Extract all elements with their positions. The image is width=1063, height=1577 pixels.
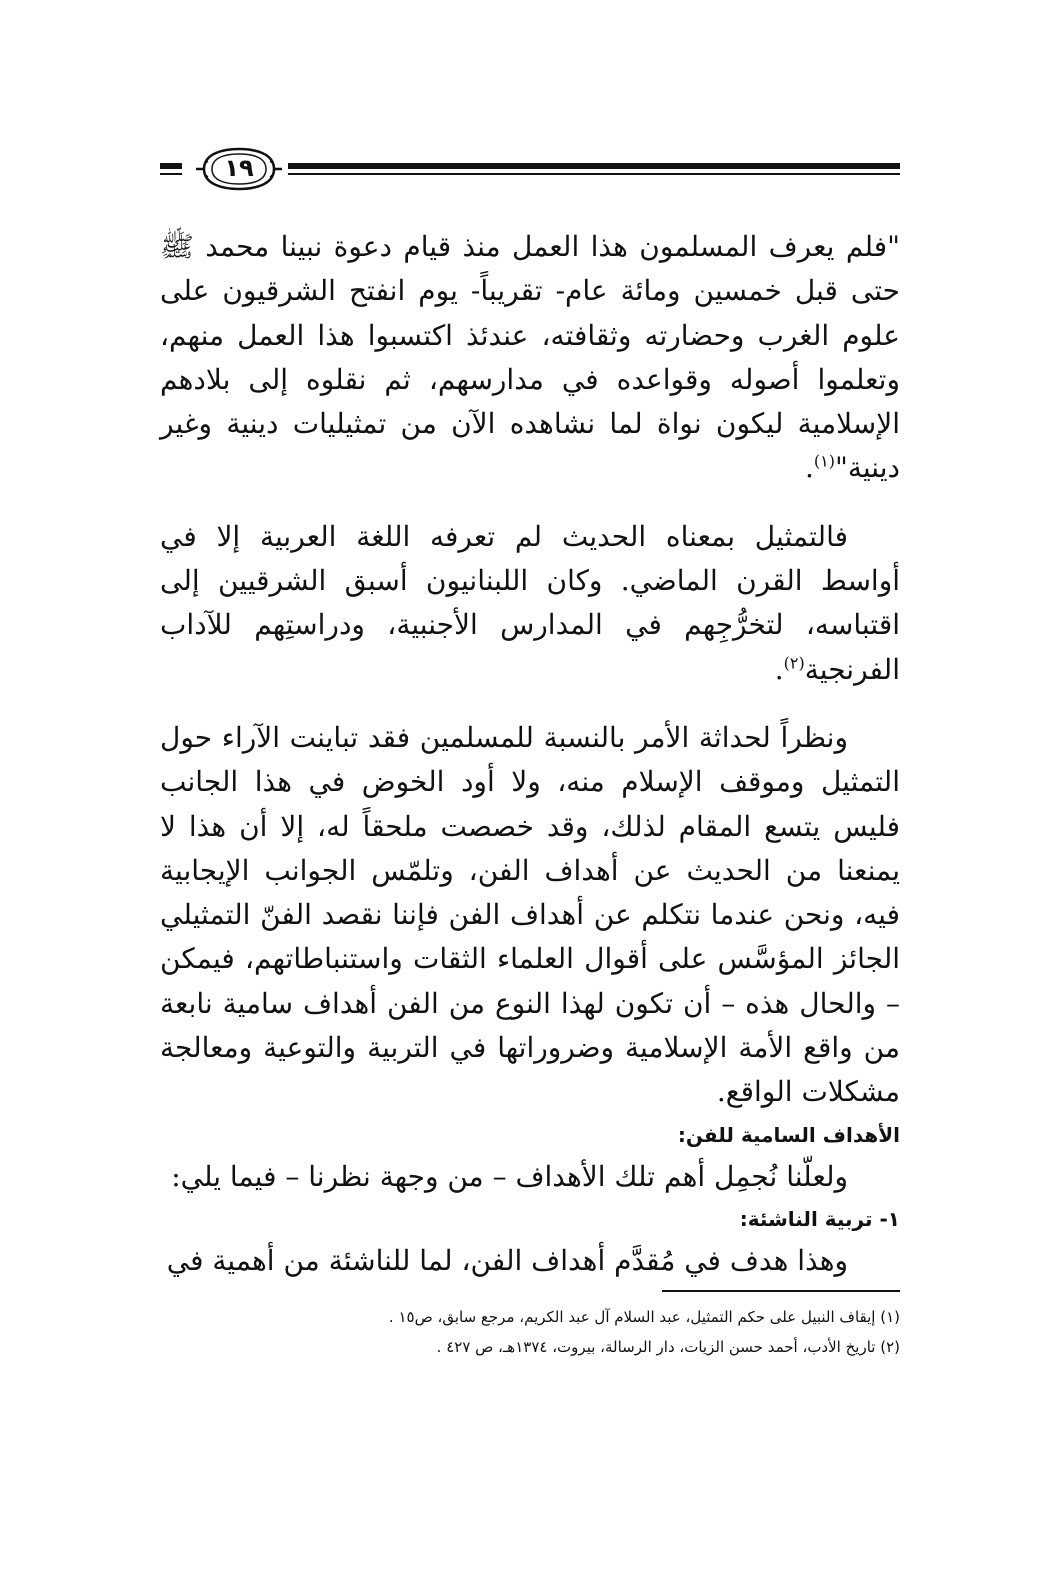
paragraph-quote: "فلم يعرف المسلمون هذا العمل منذ قيام دعوة نبينا محمد ﷺ حتى قبل خمسين ومائة عام- تقريباً- يوم انفتح الشرقيون على علوم الغرب وحضارته وثقافته، عندئذ اكتسبوا هذا العمل منهم، وتعلموا أصوله وقواعده في مدارسهم، ثم نقلوه إلى بلادهم الإسلامية ليكون نواة لما نشاهده الآن من تمثيليات دينية وغير دينية"$^{(١)}$. [160,230,900,485]
footnote-divider [662,1290,900,1292]
paragraph-4: ولعلّنا نُجمِل أهم تلك الأهداف – من وجهة نظرنا – فيما يلي: [171,1159,848,1193]
footnote-2: (٢) تاريخ الأدب، أحمد حسن الزيات، دار الرسالة، بيروت، ١٣٧٤هـ، ص ٤٢٧ . [436,1338,900,1356]
page-number: ١٩ [224,154,254,182]
page-number-badge [194,147,284,191]
header-rule-right [288,163,900,169]
page-header [160,145,900,195]
header-rule-right-thin [288,173,900,175]
section-heading: الأهداف السامية للفن: [677,1122,900,1147]
footnotes [160,1290,900,1362]
header-rule-left [160,163,182,169]
header-rule-left-thin [160,173,182,175]
page-body [160,225,900,1283]
footnote-ref-1[interactable]: (١) [813,452,835,472]
footnote-ref-2[interactable]: (٢) [783,653,805,673]
paragraph-2: فالتمثيل بمعناه الحديث لم تعرفه اللغة العربية إلا في أواسط القرن الماضي. وكان اللبنانيون أسبق الشرقيين إلى اقتباسه، لتخرُّجِهم في المدارس الأجنبية، ودراستِهم للآداب الفرنجية$^{(٢)}$. [160,519,900,686]
footnote-1: (١) إيقاف النبيل على حكم التمثيل، عبد السلام آل عبد الكريم، مرجع سابق، ص١٥ . [388,1308,900,1326]
paragraph-5: وهذا هدف في مُقدَّم أهداف الفن، لما للناشئة من أهمية في [166,1243,848,1277]
subsection-heading: ١- تربية الناشئة: [739,1206,900,1231]
paragraph-3: ونظراً لحداثة الأمر بالنسبة للمسلمين فقد تباينت الآراء حول التمثيل وموقف الإسلام منه، ولا أود الخوض في هذا الجانب فليس يتسع المقام لذلك، وقد خصصت ملحقاً له، إلا أن هذا لا يمنعنا من الحديث عن أهداف الفن، وتلمّس الجوانب الإيجابية فيه، ونحن عندما نتكلم عن أهداف الفن فإننا نقصد الفنّ التمثيلي الجائز المؤسَّس على أقوال العلماء الثقات واستنباطاتهم، فيمكن – والحال هذه – أن تكون لهذا النوع من الفن أهداف سامية نابعة من واقع الأمة الإسلامية وضروراتها في التربية والتوعية ومعالجة مشكلات الواقع. [160,720,900,1109]
